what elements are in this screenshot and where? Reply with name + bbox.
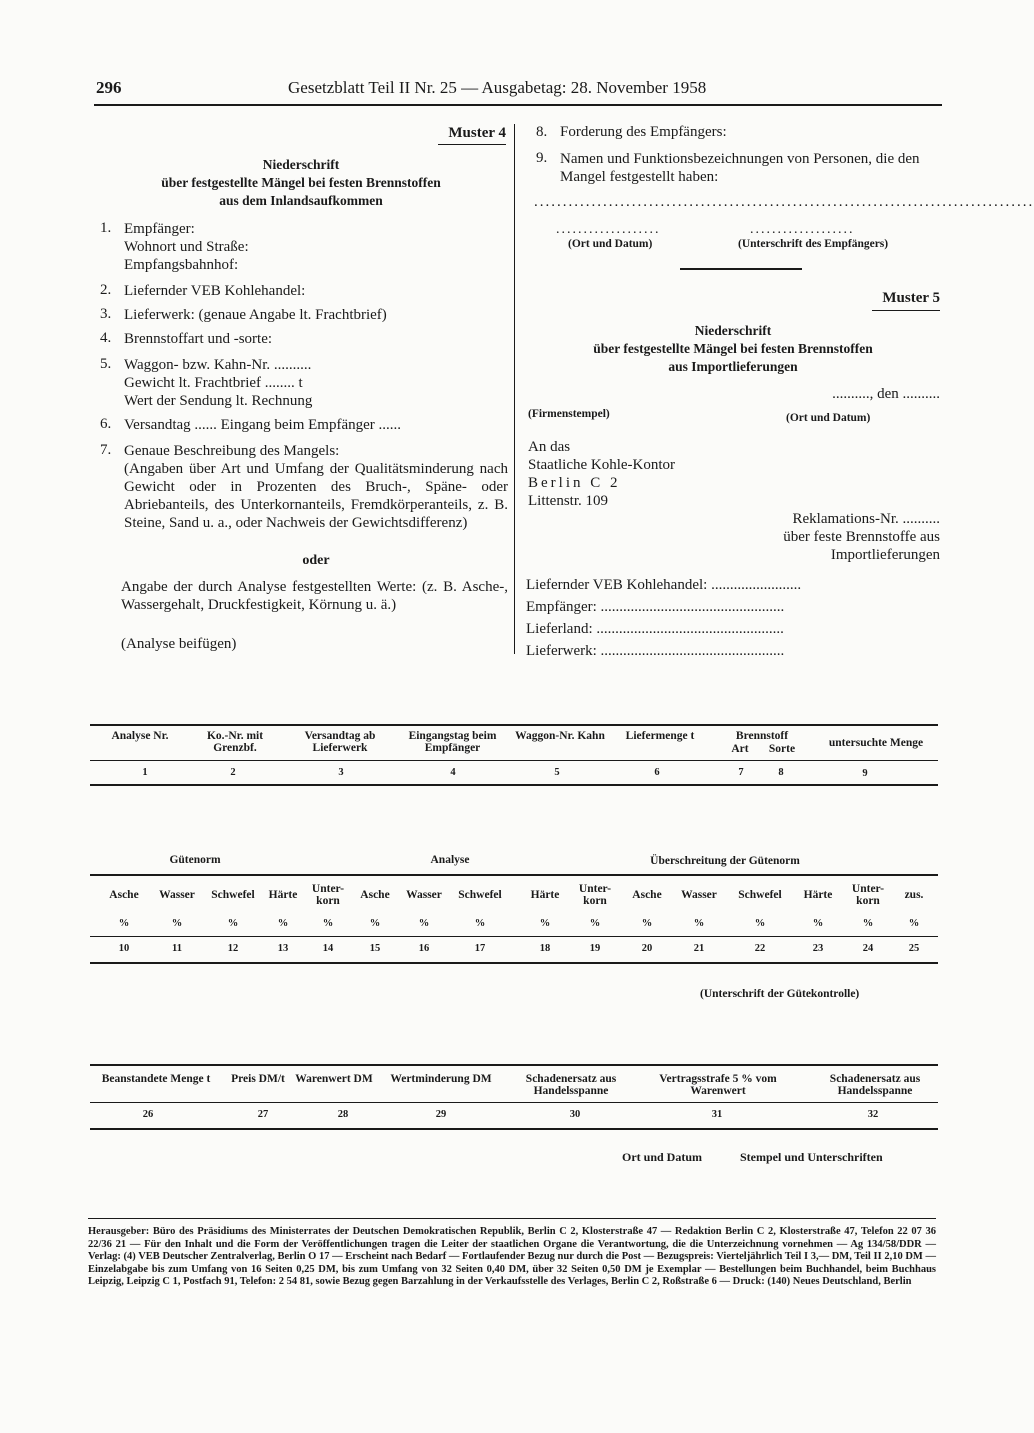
item-3: [124, 306, 508, 324]
table2-col-number: 12: [227, 943, 239, 954]
table3-col-header: Warenwert DM: [295, 1073, 373, 1085]
item-line: Wohnort und Straße:: [124, 239, 249, 255]
dotted-line: ...................: [556, 222, 661, 237]
item-9: Namen und Funktionsbezeichnungen von Personen, die den Mangel festgestellt haben:: [560, 151, 920, 185]
table2-col-header: zus.: [904, 889, 924, 901]
item-number: 7.: [100, 442, 112, 458]
table2-col-header: Asche: [632, 889, 662, 901]
table2-col-header: Wasser: [159, 889, 195, 901]
table3-col-header: Schadenersatz aus Handelsspanne: [829, 1073, 921, 1097]
table1-col-header: untersuchte Menge: [828, 737, 924, 749]
field-empfaenger: Empfänger: .................................................: [526, 599, 785, 615]
muster4-heading2: über festgestellte Mängel bei festen Brennstoffen: [161, 175, 441, 190]
table3-col-number: 27: [257, 1109, 269, 1120]
address-line: An das: [528, 439, 571, 455]
table1-bottom-rule: [90, 784, 938, 786]
table2-col-number: 13: [277, 943, 289, 954]
table2-col-header: Unter-korn: [311, 883, 345, 907]
item-line: Empfangsbahnhof:: [124, 257, 239, 273]
guetekontrolle-signature: (Unterschrift der Gütekontrolle): [700, 988, 860, 1000]
table3-col-number: 32: [867, 1109, 879, 1120]
muster5-heading1: Niederschrift: [694, 323, 772, 338]
table2-col-header: Schwefel: [211, 889, 255, 901]
table1-col-number: 5: [554, 767, 560, 778]
dotted-line: ...................: [750, 222, 855, 237]
table2-unit: %: [474, 918, 486, 929]
muster5-label-underline: [872, 310, 940, 311]
table2-col-header: Schwefel: [738, 889, 782, 901]
sig-empfaenger: (Unterschrift des Empfängers): [738, 238, 889, 250]
table2-unit: %: [589, 918, 601, 929]
reklamation-line: über feste Brennstoffe aus: [783, 529, 940, 545]
table1-col-header: Liefermenge t: [625, 730, 695, 742]
firmenstempel: (Firmenstempel): [528, 408, 610, 420]
table2-unit: %: [641, 918, 653, 929]
table2-unit: %: [369, 918, 381, 929]
field-lieferland: Lieferland: ..................................................: [526, 621, 784, 637]
table1-col-number: 9: [862, 768, 868, 779]
address-line: Littenstr. 109: [528, 493, 608, 509]
item7-description: (Angaben über Art und Umfang der Qualitätsminderung nach Gewicht oder in Prozenten des Bruch-, Späne- oder Abriebanteils, des Unterkornanteils, Fremdkörperanteils, z. B. Steine, Sand u. a., oder Nachweis der Gewichtsdifferenz): [124, 461, 508, 531]
table2-unit: %: [908, 918, 920, 929]
table1-col-header: Art: [731, 743, 749, 755]
table2-col-header: Schwefel: [458, 889, 502, 901]
item-1: [124, 220, 508, 274]
item-line: Gewicht lt. Frachtbrief ........ t: [124, 375, 303, 391]
table2-col-number: 10: [118, 943, 130, 954]
table1-col-header: Brennstoff: [735, 730, 789, 742]
item-number: 4.: [100, 330, 112, 346]
item-5: [124, 356, 508, 410]
table1-col-number: 4: [450, 767, 456, 778]
table2-col-header: Unter-korn: [578, 883, 612, 907]
table3-bottom-rule: [90, 1128, 938, 1130]
table1-col-number: 3: [338, 767, 344, 778]
table2-col-number: 15: [369, 943, 381, 954]
oder-label: oder: [302, 553, 330, 568]
table1-col-number: 2: [230, 767, 236, 778]
address-block: [528, 438, 675, 510]
table2-col-number: 24: [862, 943, 874, 954]
field-lieferer: Liefernder VEB Kohlehandel: ........................: [526, 577, 802, 593]
address-line: Staatliche Kohle-Kontor: [528, 457, 676, 473]
item-7: [124, 442, 508, 532]
table2-group-header: Analyse: [430, 854, 470, 866]
muster5-heading: [526, 322, 940, 376]
page-title: Gesetzblatt Teil II Nr. 25 — Ausgabetag: 28. November 1958: [288, 78, 707, 97]
column-divider: [514, 124, 515, 654]
table1-col-header: Versandtag ab Lieferwerk: [304, 730, 376, 754]
table2-col-number: 20: [641, 943, 653, 954]
table3-col-number: 29: [435, 1109, 447, 1120]
analyse-note: (Analyse beifügen): [121, 636, 237, 652]
table1-col-number: 1: [142, 767, 148, 778]
table2-col-header: Härte: [803, 889, 833, 901]
item-8: Forderung des Empfängers:: [560, 124, 727, 140]
item-line: Liefernder VEB Kohlehandel:: [124, 283, 306, 299]
muster4-heading: [96, 156, 506, 210]
table3-col-number: 30: [569, 1109, 581, 1120]
table2-unit: %: [754, 918, 766, 929]
table2-col-number: 21: [693, 943, 705, 954]
item-number: 8.: [536, 124, 548, 140]
muster5-heading3: aus Importlieferungen: [668, 359, 798, 374]
table1-col-header: Ko.-Nr. mit Grenzbf.: [206, 730, 264, 754]
reklamation-line: Importlieferungen: [830, 547, 940, 563]
item-number: 2.: [100, 282, 112, 298]
reklamation-line: Reklamations-Nr. ..........: [792, 511, 940, 527]
table3-col-header: Vertragsstrafe 5 % vom Warenwert: [659, 1073, 777, 1097]
muster5-label: Muster 5: [882, 290, 940, 306]
item-line: Lieferwerk: (genaue Angabe lt. Frachtbrief): [124, 307, 387, 323]
table2-top-rule: [90, 874, 938, 876]
dotted-line: .......................................................................................: [534, 194, 1034, 210]
table1-top-rule: [90, 724, 938, 726]
table3-col-header: Beanstandete Menge t: [101, 1073, 211, 1085]
address-line: Berlin C 2: [528, 475, 621, 491]
table2-col-header: Unter-korn: [851, 883, 885, 907]
ort-und-datum: Ort und Datum: [622, 1150, 703, 1164]
table2-unit: %: [171, 918, 183, 929]
item-number: 1.: [100, 220, 112, 236]
item-line: Genaue Beschreibung des Mangels:: [124, 443, 340, 459]
muster4-section: [96, 124, 506, 142]
table1-col-header: Sorte: [768, 743, 796, 755]
imprint-rule: [88, 1218, 936, 1219]
table2-col-number: 23: [812, 943, 824, 954]
table2-unit: %: [539, 918, 551, 929]
imprint: Herausgeber: Büro des Präsidiums des Ministerrates der Deutschen Demokratischen Republik, Berlin C 2, Klosterstraße 47 — Redaktion Berlin C 2, Klosterstraße 47, Telefon 22 07 36 22/36 21 — Für den Inhalt und die Form der Veröffentlichungen tragen die Leiter der staatlichen Organe die Verantwortung, die die Unterzeichnung vornehmen — Ag 134/58/DDR — Verlag: (4) VEB Deutscher Zentralverlag, Berlin O 17 — Erscheint nach Bedarf — Fortlaufender Bezug nur durch die Post — Bezugspreis: Vierteljährlich Teil I 3,— DM, Teil II 2,10 DM — Einzelabgabe bis zum Umfang von 16 Seiten 0,25 DM, bis zum Umfang von 32 Seiten 0,40 DM, über 32 Seiten 0,50 DM je Exemplar — Bestellungen beim Buchhandel, beim Buchhaus Leipzig, Leipzig C 1, Postfach 91, Telefon: 2 54 81, sowie Bezug gegen Barzahlung in der Verkaufsstelle des Verlages, Berlin C 2, Roßstraße 6 — Druck: (140) Neues Deutschland, Berlin: [88, 1226, 936, 1287]
muster4-heading1: Niederschrift: [262, 157, 340, 172]
reklamation-block: [700, 510, 940, 564]
date-line: .........., den ..........: [832, 386, 940, 402]
table2-unit: %: [118, 918, 130, 929]
table2-mid-rule: [90, 936, 938, 937]
item-line: Brennstoffart und -sorte:: [124, 331, 273, 347]
table2-col-header: Asche: [109, 889, 139, 901]
item-4: [124, 330, 508, 348]
ort-datum-label: (Ort und Datum): [786, 412, 871, 424]
table2-group-header: Gütenorm: [169, 854, 221, 866]
table2-unit: %: [277, 918, 289, 929]
table1-mid-rule: [90, 760, 938, 761]
table1-col-number: 6: [654, 767, 660, 778]
item-2: [124, 282, 508, 300]
table2-unit: %: [227, 918, 239, 929]
muster5-heading2: über festgestellte Mängel bei festen Brennstoffen: [593, 341, 873, 356]
table3-col-header: Schadenersatz aus Handelsspanne: [525, 1073, 617, 1097]
item-line: Wert der Sendung lt. Rechnung: [124, 393, 313, 409]
item-6: [124, 416, 508, 434]
table2-col-number: 22: [754, 943, 766, 954]
table2-col-number: 11: [172, 943, 182, 954]
table3-col-header: Preis DM/t: [231, 1073, 285, 1085]
table2-col-header: Wasser: [406, 889, 442, 901]
table2-col-number: 25: [908, 943, 920, 954]
item-line: Empfänger:: [124, 221, 195, 237]
table2-unit: %: [418, 918, 430, 929]
table2-group-header: Überschreitung der Gütenorm: [650, 855, 800, 867]
table2-col-number: 16: [418, 943, 430, 954]
field-lieferwerk: Lieferwerk: .................................................: [526, 643, 785, 659]
table2-unit: %: [812, 918, 824, 929]
table3-top-rule: [90, 1064, 938, 1066]
header-rule: [94, 104, 942, 106]
table2-unit: %: [322, 918, 334, 929]
table1-col-number: 8: [778, 767, 784, 778]
table1-col-header: Analyse Nr.: [111, 730, 169, 742]
stempel-unterschriften: Stempel und Unterschriften: [740, 1150, 883, 1164]
analyse-text: Angabe der durch Analyse festgestellten Werte: (z. B. Asche-, Wassergehalt, Druckfestigkeit, Körnung u. ä.): [121, 579, 508, 613]
table3-col-number: 28: [337, 1109, 349, 1120]
table2-col-header: Härte: [530, 889, 560, 901]
table2-col-header: Asche: [360, 889, 390, 901]
muster5-fields: [526, 574, 940, 662]
table1-col-number: 7: [738, 767, 744, 778]
table2-unit: %: [862, 918, 874, 929]
table2-col-number: 14: [322, 943, 334, 954]
item-number: 9.: [536, 150, 548, 166]
page-number: 296: [96, 78, 122, 97]
table2-col-number: 19: [589, 943, 601, 954]
table2-col-header: Härte: [268, 889, 298, 901]
item-number: 6.: [100, 416, 112, 432]
table1-col-header: Waggon-Nr. Kahn: [515, 730, 605, 742]
table3-col-number: 26: [142, 1109, 154, 1120]
table2-col-number: 17: [474, 943, 486, 954]
sig-ort-datum: (Ort und Datum): [568, 238, 653, 250]
table3-col-number: 31: [711, 1109, 723, 1120]
table2-bottom-rule: [90, 962, 938, 964]
table2-col-header: Wasser: [681, 889, 717, 901]
item-number: 5.: [100, 356, 112, 372]
table1-col-header: Eingangstag beim Empfänger: [408, 730, 497, 754]
item-number: 3.: [100, 306, 112, 322]
table3-col-header: Wertminderung DM: [390, 1073, 492, 1085]
table2-col-number: 18: [539, 943, 551, 954]
muster4-label-underline: [438, 144, 506, 145]
table3-mid-rule: [90, 1102, 938, 1103]
muster4-heading3: aus dem Inlandsaufkommen: [219, 193, 383, 208]
table2-unit: %: [693, 918, 705, 929]
item-line: Versandtag ...... Eingang beim Empfänger ......: [124, 417, 402, 433]
item-line: Waggon- bzw. Kahn-Nr. ..........: [124, 357, 312, 373]
section-separator: [680, 268, 802, 270]
muster4-label: Muster 4: [448, 125, 506, 141]
